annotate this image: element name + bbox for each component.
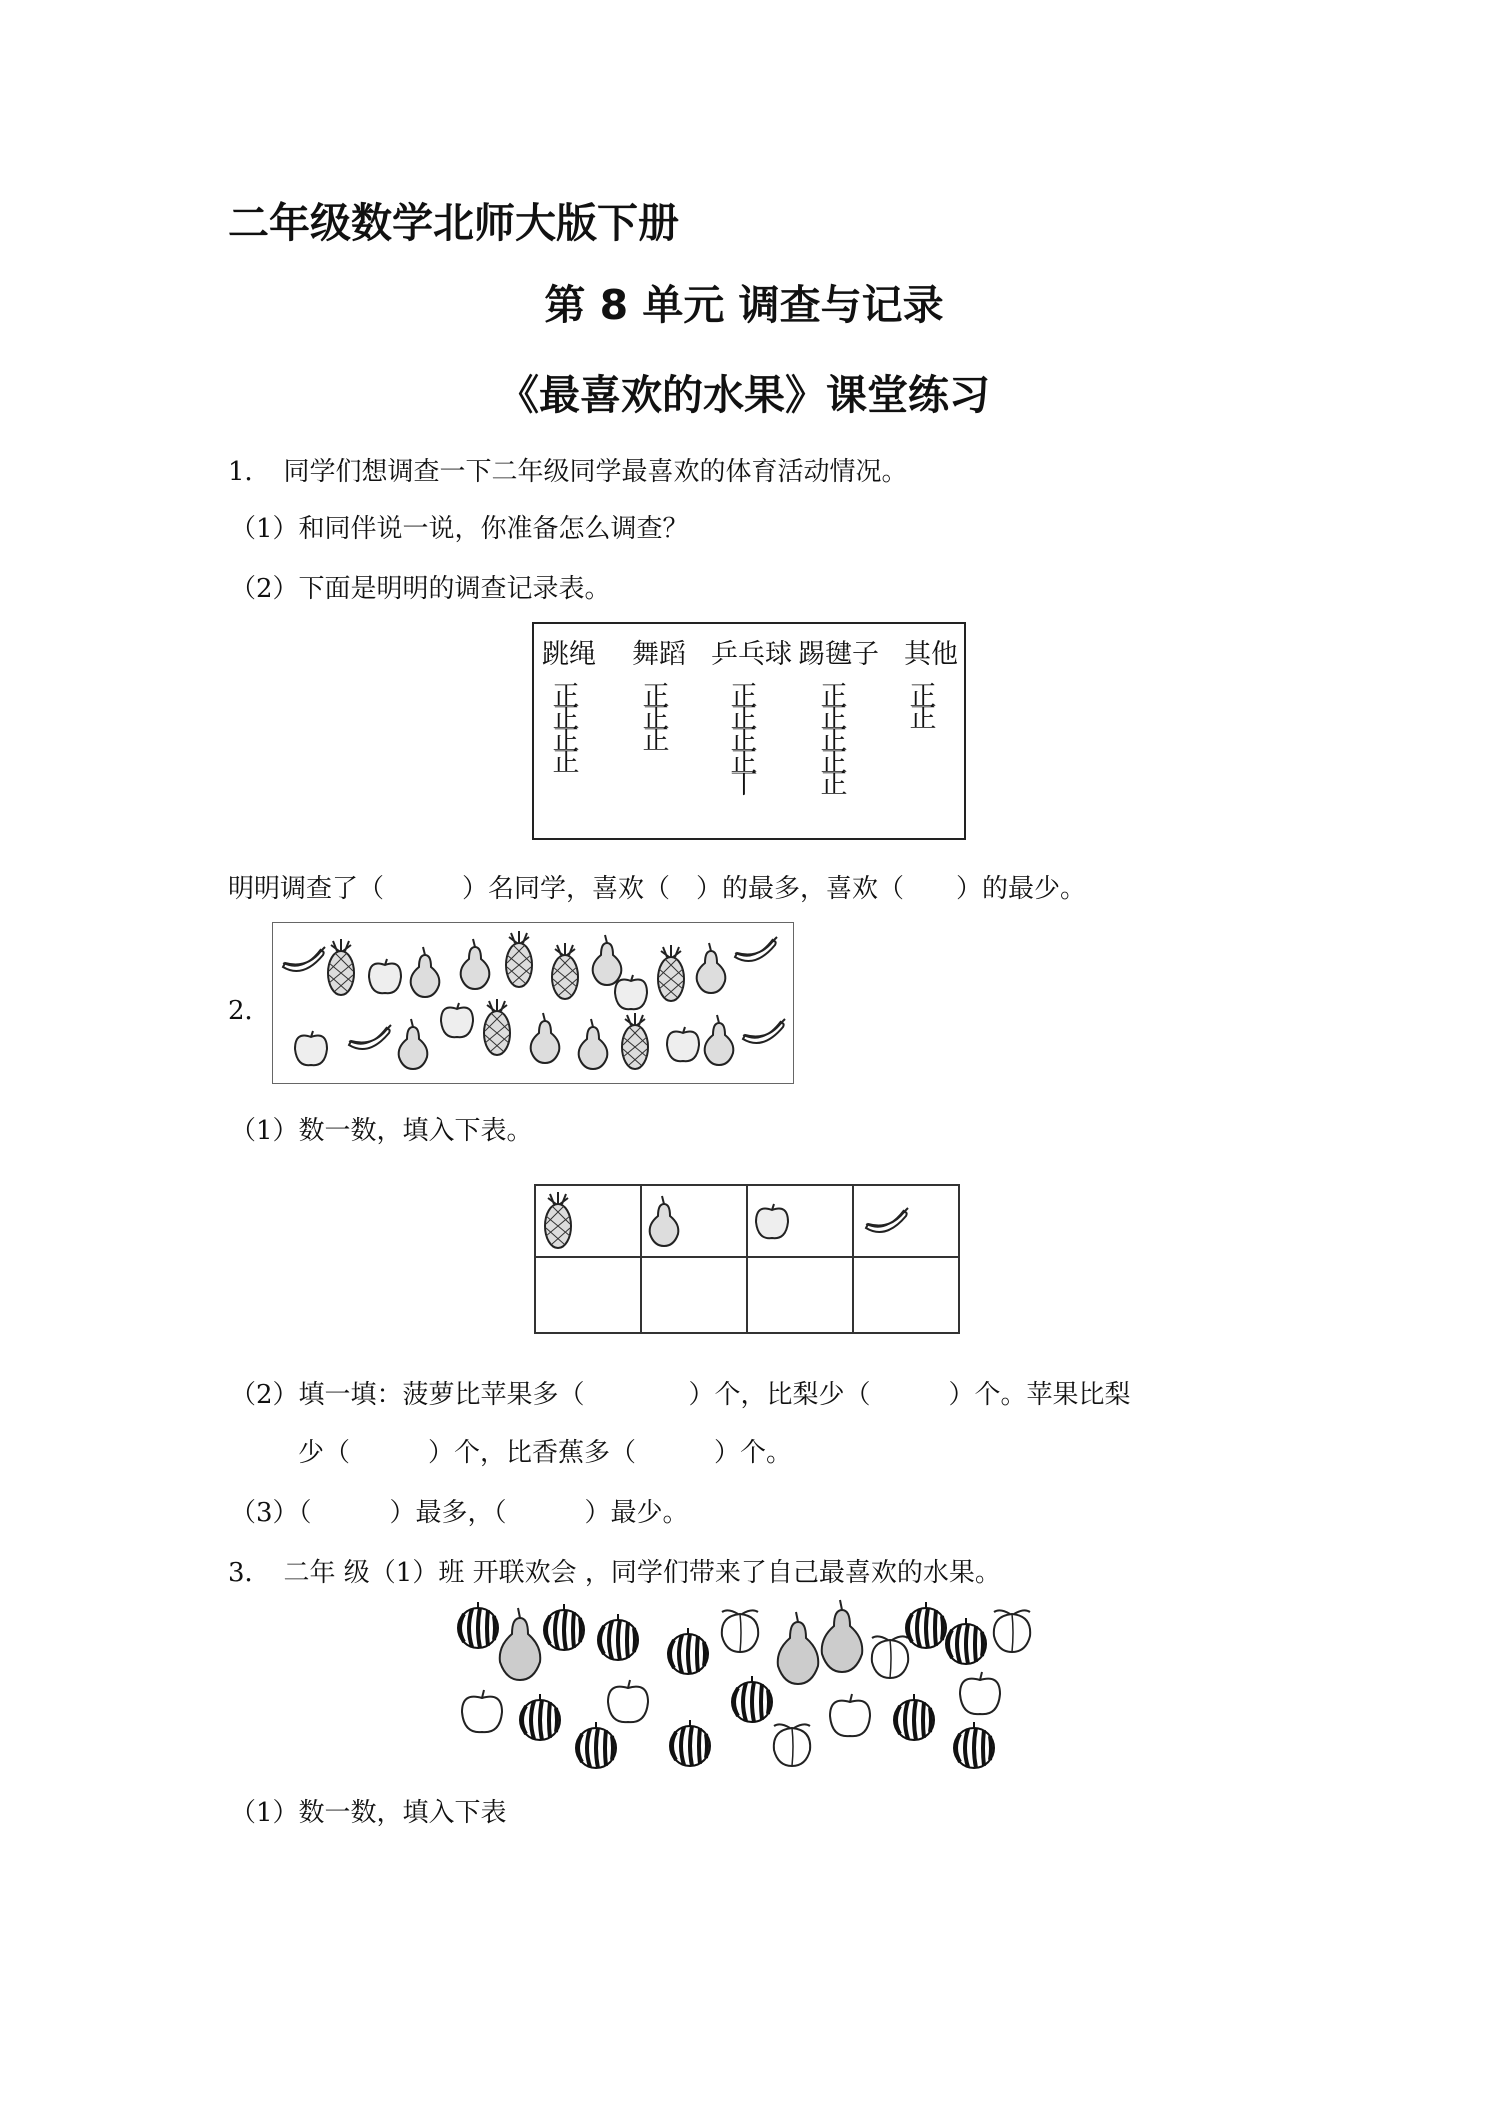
q1-sub1: （1）和同伴说一说，你准备怎么调查？ — [230, 514, 689, 544]
tally-col-header: 跳绳 — [542, 639, 596, 670]
table-header-cell — [641, 1185, 747, 1257]
tally-marks: 正 正 — [909, 681, 937, 734]
q2-sub1: （1）数一数，填入下表。 — [230, 1116, 533, 1146]
pear-icon — [697, 943, 726, 993]
q1-fill-in: 明明调查了（ ）名同学，喜欢（ ）的最多，喜欢（ ）的最少。 — [228, 874, 1087, 904]
q1-sub2: （2）下面是明明的调查记录表。 — [230, 574, 611, 604]
pear-icon — [399, 1019, 428, 1069]
banana-icon — [735, 937, 777, 961]
tally-marks: 正 正 正 正 丅 — [730, 681, 758, 800]
table-header-cell — [535, 1185, 641, 1257]
pear-icon — [778, 1612, 819, 1684]
pear-icon — [579, 1019, 608, 1069]
apple-icon — [295, 1031, 327, 1065]
answer-cell[interactable] — [853, 1257, 959, 1333]
pear-icon — [650, 1196, 679, 1246]
tally-marks: 正 正 正 正 — [552, 681, 580, 778]
q2-count-table — [534, 1184, 960, 1334]
pineapple-icon — [545, 1192, 571, 1248]
apple-icon — [369, 959, 401, 993]
tally-marks: 正 正 正 — [642, 681, 670, 756]
apple-icon — [830, 1694, 870, 1736]
apple-icon — [960, 1672, 1000, 1714]
watermelon-icon — [544, 1604, 584, 1650]
banana-icon — [283, 947, 325, 971]
unit-title: 第 8 单元 调查与记录 — [544, 281, 944, 329]
watermelon-icon — [520, 1694, 560, 1740]
tally-col-header: 乒乓球 — [711, 639, 792, 670]
q1-stem: 1． 同学们想调查一下二年级同学最喜欢的体育活动情况。 — [228, 457, 908, 487]
q3-sub1: （1）数一数，填入下表 — [230, 1798, 507, 1828]
pear-icon — [531, 1013, 560, 1063]
watermelon-icon — [906, 1602, 946, 1648]
tally-marks: 正 正 正 正 正 — [820, 681, 848, 800]
pineapple-icon — [622, 1013, 648, 1069]
watermelon-icon — [670, 1720, 710, 1766]
banana-icon — [349, 1025, 391, 1049]
peach-icon — [722, 1610, 758, 1652]
pear-icon — [500, 1608, 541, 1680]
watermelon-icon — [576, 1722, 616, 1768]
fruit-picture-q3 — [450, 1596, 1050, 1776]
tally-table — [532, 622, 966, 840]
pear-icon — [461, 939, 490, 989]
answer-cell[interactable] — [747, 1257, 853, 1333]
apple-icon — [462, 1690, 502, 1732]
pineapple-icon — [552, 943, 578, 999]
answer-cell[interactable] — [641, 1257, 747, 1333]
q2-number: 2． — [228, 996, 271, 1026]
apple-icon — [667, 1027, 699, 1061]
watermelon-icon — [668, 1628, 708, 1674]
pear-icon — [705, 1015, 734, 1065]
q2-sub2-line2: 少（ ）个，比香蕉多（ ）个。 — [298, 1438, 793, 1468]
banana-icon — [743, 1019, 785, 1043]
fruit-picture-q2 — [272, 922, 794, 1084]
pineapple-icon — [658, 945, 684, 1001]
peach-icon — [994, 1610, 1030, 1652]
pear-icon — [593, 935, 622, 985]
q3-stem: 3． 二年 级（1）班 开联欢会 ，同学们带来了自己最喜欢的水果。 — [228, 1558, 1001, 1588]
table-header-cell — [747, 1185, 853, 1257]
q2-sub2-line1: （2）填一填：菠萝比苹果多（ ）个，比梨少（ ）个。苹果比梨 — [230, 1380, 1131, 1410]
watermelon-icon — [954, 1722, 994, 1768]
pineapple-icon — [506, 931, 532, 987]
pineapple-icon — [484, 999, 510, 1055]
lesson-title: 《最喜欢的水果》课堂练习 — [498, 371, 990, 419]
pineapple-icon — [328, 939, 354, 995]
watermelon-icon — [598, 1614, 638, 1660]
apple-icon — [608, 1680, 648, 1722]
answer-cell[interactable] — [535, 1257, 641, 1333]
pear-icon — [822, 1600, 863, 1672]
tally-col-header: 其他 — [904, 639, 958, 670]
apple-icon — [441, 1003, 473, 1037]
watermelon-icon — [894, 1694, 934, 1740]
banana-icon — [866, 1208, 908, 1232]
apple-icon — [615, 975, 647, 1009]
q2-sub3: （3）（ ）最多，（ ）最少。 — [230, 1498, 689, 1528]
apple-icon — [756, 1204, 788, 1238]
tally-col-header: 踢毽子 — [798, 639, 879, 670]
pear-icon — [411, 947, 440, 997]
peach-icon — [774, 1724, 810, 1766]
watermelon-icon — [458, 1602, 498, 1648]
peach-icon — [872, 1636, 908, 1678]
table-header-cell — [853, 1185, 959, 1257]
watermelon-icon — [946, 1618, 986, 1664]
series-title: 二年级数学北师大版下册 — [228, 199, 679, 247]
tally-col-header: 舞蹈 — [632, 639, 686, 670]
watermelon-icon — [732, 1676, 772, 1722]
